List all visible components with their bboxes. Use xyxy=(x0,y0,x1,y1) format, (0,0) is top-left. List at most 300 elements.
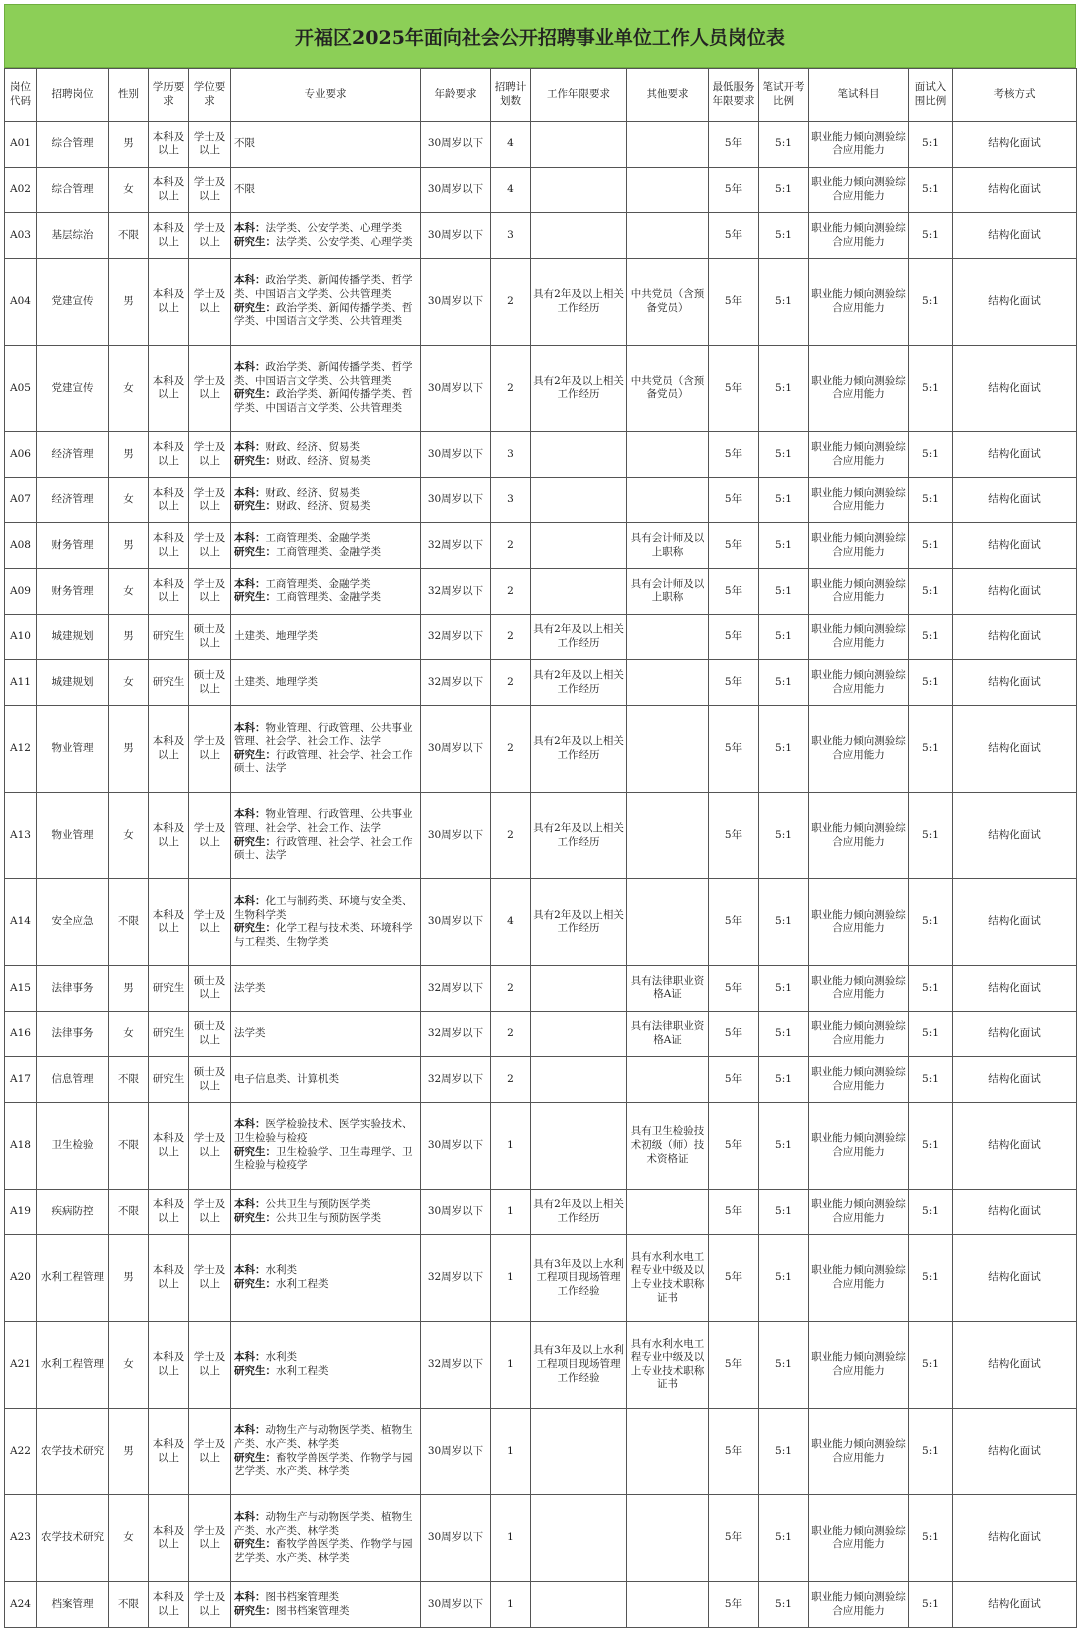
cell-major xyxy=(231,432,421,478)
major-text: 财政、经济、贸易类 xyxy=(265,486,360,499)
cell-major xyxy=(231,660,421,706)
cell-post: 水利工程管理 xyxy=(37,1321,109,1408)
cell-exam-subject: 职业能力倾向测验综合应用能力 xyxy=(809,477,909,523)
cell-interview-ratio: 5:1 xyxy=(909,879,953,966)
major-text: 卫生检验学、卫生毒理学、卫生检验与检疫学 xyxy=(234,1145,413,1172)
major-level-label: 本科： xyxy=(234,221,266,234)
major-line xyxy=(234,222,418,236)
major-line xyxy=(234,1591,418,1605)
cell-age: 30周岁以下 xyxy=(421,705,491,792)
cell-age: 32周岁以下 xyxy=(421,569,491,615)
cell-assessment: 结构化面试 xyxy=(953,705,1077,792)
cell-exam-subject: 职业能力倾向测验综合应用能力 xyxy=(809,1321,909,1408)
cell-interview-ratio: 5:1 xyxy=(909,1408,953,1495)
table-row xyxy=(5,1057,1077,1103)
cell-exam-ratio: 5:1 xyxy=(759,345,809,432)
cell-education: 本科及以上 xyxy=(149,1408,189,1495)
major-text: 动物生产与动物医学类、植物生产类、水产类、林学类 xyxy=(234,1510,413,1537)
cell-interview-ratio: 5:1 xyxy=(909,1057,953,1103)
cell-exam-subject: 职业能力倾向测验综合应用能力 xyxy=(809,1189,909,1235)
major-line xyxy=(234,1365,418,1379)
cell-post: 水利工程管理 xyxy=(37,1235,109,1322)
cell-education: 本科及以上 xyxy=(149,1189,189,1235)
cell-other xyxy=(627,879,709,966)
cell-degree: 学士及以上 xyxy=(189,167,231,213)
cell-gender: 女 xyxy=(109,1321,149,1408)
major-line xyxy=(234,922,418,949)
major-level-label: 本科： xyxy=(234,1590,266,1603)
cell-degree: 硕士及以上 xyxy=(189,1011,231,1057)
major-level-label: 本科： xyxy=(234,486,266,499)
cell-age: 30周岁以下 xyxy=(421,477,491,523)
header-count: 招聘计划数 xyxy=(491,69,531,122)
cell-other xyxy=(627,167,709,213)
cell-code: A07 xyxy=(5,477,37,523)
cell-education: 本科及以上 xyxy=(149,879,189,966)
cell-degree: 学士及以上 xyxy=(189,1582,231,1628)
cell-service-years: 5年 xyxy=(709,1102,759,1189)
cell-gender: 不限 xyxy=(109,1057,149,1103)
cell-education: 本科及以上 xyxy=(149,1321,189,1408)
cell-gender: 男 xyxy=(109,432,149,478)
cell-major xyxy=(231,213,421,259)
cell-code: A14 xyxy=(5,879,37,966)
cell-major xyxy=(231,879,421,966)
cell-code: A11 xyxy=(5,660,37,706)
header-other: 其他要求 xyxy=(627,69,709,122)
major-level-label: 本科： xyxy=(234,361,266,374)
cell-count: 4 xyxy=(491,122,531,168)
cell-other xyxy=(627,122,709,168)
major-line xyxy=(234,1264,418,1278)
cell-work-years xyxy=(531,1057,627,1103)
header-assessment: 考核方式 xyxy=(953,69,1077,122)
major-text: 政治学类、新闻传播学类、哲学类、中国语言文学类、公共管理类 xyxy=(234,388,413,415)
major-text: 土建类、地理学类 xyxy=(234,675,318,688)
major-text: 水利类 xyxy=(265,1351,297,1364)
major-level-label: 研究生： xyxy=(234,454,276,467)
cell-age: 32周岁以下 xyxy=(421,523,491,569)
cell-assessment: 结构化面试 xyxy=(953,966,1077,1012)
cell-interview-ratio: 5:1 xyxy=(909,1102,953,1189)
cell-age: 32周岁以下 xyxy=(421,1057,491,1103)
cell-education: 本科及以上 xyxy=(149,792,189,879)
cell-major xyxy=(231,966,421,1012)
cell-work-years: 具有2年及以上相关工作经历 xyxy=(531,705,627,792)
cell-code: A22 xyxy=(5,1408,37,1495)
cell-interview-ratio: 5:1 xyxy=(909,167,953,213)
cell-exam-subject: 职业能力倾向测验综合应用能力 xyxy=(809,523,909,569)
major-level-label: 研究生： xyxy=(234,591,276,604)
major-text: 工商管理类、金融学类 xyxy=(265,532,371,545)
cell-service-years: 5年 xyxy=(709,1189,759,1235)
cell-gender: 女 xyxy=(109,1011,149,1057)
cell-other xyxy=(627,792,709,879)
cell-exam-ratio: 5:1 xyxy=(759,966,809,1012)
cell-gender: 不限 xyxy=(109,213,149,259)
major-line xyxy=(234,236,418,250)
cell-gender: 女 xyxy=(109,167,149,213)
major-level-label: 本科： xyxy=(234,274,266,287)
major-text: 公共卫生与预防医学类 xyxy=(276,1211,381,1224)
cell-degree: 学士及以上 xyxy=(189,1321,231,1408)
cell-age: 32周岁以下 xyxy=(421,1235,491,1322)
cell-degree: 学士及以上 xyxy=(189,258,231,345)
cell-age: 32周岁以下 xyxy=(421,1321,491,1408)
cell-code: A23 xyxy=(5,1495,37,1582)
cell-major xyxy=(231,122,421,168)
cell-interview-ratio: 5:1 xyxy=(909,122,953,168)
cell-service-years: 5年 xyxy=(709,345,759,432)
cell-code: A12 xyxy=(5,705,37,792)
cell-education: 本科及以上 xyxy=(149,1582,189,1628)
cell-post: 基层综治 xyxy=(37,213,109,259)
cell-count: 1 xyxy=(491,1495,531,1582)
header-code: 岗位代码 xyxy=(5,69,37,122)
cell-other: 具有会计师及以上职称 xyxy=(627,523,709,569)
cell-education: 本科及以上 xyxy=(149,1102,189,1189)
cell-major xyxy=(231,614,421,660)
cell-degree: 学士及以上 xyxy=(189,345,231,432)
cell-degree: 学士及以上 xyxy=(189,432,231,478)
cell-work-years: 具有2年及以上相关工作经历 xyxy=(531,1189,627,1235)
cell-count: 1 xyxy=(491,1235,531,1322)
cell-other: 具有卫生检验技术初级（师）技术资格证 xyxy=(627,1102,709,1189)
cell-other: 具有会计师及以上职称 xyxy=(627,569,709,615)
major-text: 图书档案管理类 xyxy=(265,1590,339,1603)
table-row xyxy=(5,1102,1077,1189)
cell-work-years: 具有2年及以上相关工作经历 xyxy=(531,614,627,660)
cell-exam-ratio: 5:1 xyxy=(759,1582,809,1628)
cell-degree: 学士及以上 xyxy=(189,1102,231,1189)
table-row xyxy=(5,122,1077,168)
major-line xyxy=(234,578,418,592)
major-text: 工商管理类、金融学类 xyxy=(265,577,371,590)
cell-gender: 不限 xyxy=(109,1582,149,1628)
cell-service-years: 5年 xyxy=(709,523,759,569)
cell-exam-ratio: 5:1 xyxy=(759,792,809,879)
cell-assessment: 结构化面试 xyxy=(953,523,1077,569)
cell-exam-subject: 职业能力倾向测验综合应用能力 xyxy=(809,569,909,615)
major-level-label: 研究生： xyxy=(234,1538,276,1551)
cell-service-years: 5年 xyxy=(709,1235,759,1322)
cell-work-years: 具有2年及以上相关工作经历 xyxy=(531,660,627,706)
header-work-years: 工作年限要求 xyxy=(531,69,627,122)
cell-exam-subject: 职业能力倾向测验综合应用能力 xyxy=(809,966,909,1012)
major-text: 物业管理、行政管理、公共事业管理、社会学、社会工作、法学 xyxy=(234,808,413,834)
cell-exam-ratio: 5:1 xyxy=(759,1102,809,1189)
major-level-label: 本科： xyxy=(234,1510,266,1523)
table-row xyxy=(5,1408,1077,1495)
cell-gender: 不限 xyxy=(109,879,149,966)
cell-interview-ratio: 5:1 xyxy=(909,345,953,432)
cell-assessment: 结构化面试 xyxy=(953,614,1077,660)
cell-post: 综合管理 xyxy=(37,122,109,168)
major-text: 不限 xyxy=(234,137,255,150)
major-level-label: 本科： xyxy=(234,440,266,453)
major-level-label: 研究生： xyxy=(234,235,276,248)
major-level-label: 本科： xyxy=(234,1198,266,1211)
cell-interview-ratio: 5:1 xyxy=(909,1189,953,1235)
major-line xyxy=(234,630,418,644)
cell-age: 30周岁以下 xyxy=(421,792,491,879)
cell-degree: 学士及以上 xyxy=(189,879,231,966)
cell-work-years xyxy=(531,167,627,213)
cell-service-years: 5年 xyxy=(709,1408,759,1495)
cell-count: 4 xyxy=(491,879,531,966)
cell-exam-subject: 职业能力倾向测验综合应用能力 xyxy=(809,1582,909,1628)
cell-education: 本科及以上 xyxy=(149,569,189,615)
cell-service-years: 5年 xyxy=(709,477,759,523)
cell-major xyxy=(231,1582,421,1628)
cell-exam-ratio: 5:1 xyxy=(759,1495,809,1582)
major-level-label: 本科： xyxy=(234,577,266,590)
cell-education: 研究生 xyxy=(149,1057,189,1103)
major-text: 畜牧学兽医学类、作物学与园艺学类、水产类、林学类 xyxy=(234,1538,413,1564)
table-row xyxy=(5,258,1077,345)
major-level-label: 本科： xyxy=(234,894,266,907)
cell-work-years: 具有3年及以上水利工程项目现场管理工作经验 xyxy=(531,1321,627,1408)
cell-exam-ratio: 5:1 xyxy=(759,1321,809,1408)
cell-interview-ratio: 5:1 xyxy=(909,432,953,478)
major-text: 行政管理、社会学、社会工作硕士、法学 xyxy=(234,748,413,775)
cell-work-years xyxy=(531,1408,627,1495)
cell-major xyxy=(231,345,421,432)
cell-interview-ratio: 5:1 xyxy=(909,477,953,523)
major-text: 化学工程与技术类、环境科学与工程类、生物学类 xyxy=(234,922,413,948)
cell-count: 3 xyxy=(491,432,531,478)
major-level-label: 本科： xyxy=(234,721,266,734)
cell-degree: 学士及以上 xyxy=(189,1495,231,1582)
cell-age: 30周岁以下 xyxy=(421,213,491,259)
cell-post: 经济管理 xyxy=(37,432,109,478)
cell-major xyxy=(231,1011,421,1057)
table-row xyxy=(5,569,1077,615)
major-text: 动物生产与动物医学类、植物生产类、水产类、林学类 xyxy=(234,1424,413,1450)
cell-assessment: 结构化面试 xyxy=(953,477,1077,523)
cell-assessment: 结构化面试 xyxy=(953,1057,1077,1103)
cell-service-years: 5年 xyxy=(709,167,759,213)
cell-service-years: 5年 xyxy=(709,879,759,966)
cell-work-years xyxy=(531,213,627,259)
cell-count: 4 xyxy=(491,167,531,213)
major-text: 财政、经济、贸易类 xyxy=(276,500,371,513)
cell-work-years xyxy=(531,1582,627,1628)
cell-code: A03 xyxy=(5,213,37,259)
cell-other xyxy=(627,432,709,478)
cell-work-years xyxy=(531,569,627,615)
cell-exam-subject: 职业能力倾向测验综合应用能力 xyxy=(809,1057,909,1103)
cell-age: 30周岁以下 xyxy=(421,1102,491,1189)
cell-assessment: 结构化面试 xyxy=(953,213,1077,259)
header-major: 专业要求 xyxy=(231,69,421,122)
cell-work-years: 具有2年及以上相关工作经历 xyxy=(531,879,627,966)
cell-age: 30周岁以下 xyxy=(421,432,491,478)
cell-gender: 男 xyxy=(109,1235,149,1322)
cell-post: 财务管理 xyxy=(37,569,109,615)
header-degree: 学位要求 xyxy=(189,69,231,122)
table-body xyxy=(5,122,1077,1628)
table-row xyxy=(5,879,1077,966)
major-level-label: 本科： xyxy=(234,1118,266,1131)
cell-education: 本科及以上 xyxy=(149,258,189,345)
cell-service-years: 5年 xyxy=(709,1495,759,1582)
cell-assessment: 结构化面试 xyxy=(953,1102,1077,1189)
cell-exam-ratio: 5:1 xyxy=(759,213,809,259)
cell-count: 1 xyxy=(491,1102,531,1189)
cell-exam-subject: 职业能力倾向测验综合应用能力 xyxy=(809,614,909,660)
cell-major xyxy=(231,792,421,879)
cell-degree: 学士及以上 xyxy=(189,122,231,168)
cell-count: 1 xyxy=(491,1408,531,1495)
cell-age: 30周岁以下 xyxy=(421,122,491,168)
cell-service-years: 5年 xyxy=(709,705,759,792)
cell-interview-ratio: 5:1 xyxy=(909,523,953,569)
cell-exam-ratio: 5:1 xyxy=(759,477,809,523)
cell-exam-ratio: 5:1 xyxy=(759,1057,809,1103)
cell-interview-ratio: 5:1 xyxy=(909,1011,953,1057)
major-text: 行政管理、社会学、社会工作硕士、法学 xyxy=(234,835,413,862)
cell-other xyxy=(627,1408,709,1495)
major-line xyxy=(234,183,418,197)
cell-age: 32周岁以下 xyxy=(421,1011,491,1057)
cell-major xyxy=(231,477,421,523)
major-text: 工商管理类、金融学类 xyxy=(276,591,381,604)
header-age: 年龄要求 xyxy=(421,69,491,122)
major-text: 图书档案管理类 xyxy=(276,1604,350,1617)
cell-service-years: 5年 xyxy=(709,614,759,660)
cell-exam-subject: 职业能力倾向测验综合应用能力 xyxy=(809,258,909,345)
cell-exam-subject: 职业能力倾向测验综合应用能力 xyxy=(809,1235,909,1322)
major-level-label: 研究生： xyxy=(234,500,276,513)
cell-other xyxy=(627,1057,709,1103)
cell-count: 2 xyxy=(491,614,531,660)
cell-exam-subject: 职业能力倾向测验综合应用能力 xyxy=(809,660,909,706)
document-title: 开福区2025年面向社会公开招聘事业单位工作人员岗位表 xyxy=(4,4,1076,68)
cell-other xyxy=(627,1582,709,1628)
cell-post: 党建宣传 xyxy=(37,345,109,432)
table-row xyxy=(5,523,1077,569)
cell-count: 3 xyxy=(491,213,531,259)
major-level-label: 研究生： xyxy=(234,1364,276,1377)
major-line xyxy=(234,1198,418,1212)
cell-education: 本科及以上 xyxy=(149,432,189,478)
cell-exam-ratio: 5:1 xyxy=(759,1011,809,1057)
header-exam-ratio: 笔试开考比例 xyxy=(759,69,809,122)
cell-work-years xyxy=(531,432,627,478)
cell-code: A05 xyxy=(5,345,37,432)
cell-assessment: 结构化面试 xyxy=(953,660,1077,706)
cell-exam-ratio: 5:1 xyxy=(759,879,809,966)
header-exam-subject: 笔试科目 xyxy=(809,69,909,122)
cell-count: 2 xyxy=(491,792,531,879)
cell-exam-ratio: 5:1 xyxy=(759,523,809,569)
cell-age: 30周岁以下 xyxy=(421,1582,491,1628)
table-row xyxy=(5,477,1077,523)
cell-service-years: 5年 xyxy=(709,1057,759,1103)
major-line xyxy=(234,1605,418,1619)
major-line xyxy=(234,500,418,514)
cell-exam-ratio: 5:1 xyxy=(759,122,809,168)
cell-count: 1 xyxy=(491,1321,531,1408)
major-text: 土建类、地理学类 xyxy=(234,630,318,643)
cell-post: 法律事务 xyxy=(37,966,109,1012)
cell-degree: 硕士及以上 xyxy=(189,966,231,1012)
cell-education: 本科及以上 xyxy=(149,1495,189,1582)
cell-education: 研究生 xyxy=(149,660,189,706)
cell-degree: 硕士及以上 xyxy=(189,660,231,706)
cell-code: A06 xyxy=(5,432,37,478)
cell-major xyxy=(231,1321,421,1408)
cell-other xyxy=(627,1189,709,1235)
cell-service-years: 5年 xyxy=(709,122,759,168)
cell-other xyxy=(627,705,709,792)
cell-count: 2 xyxy=(491,1011,531,1057)
cell-exam-subject: 职业能力倾向测验综合应用能力 xyxy=(809,879,909,966)
cell-service-years: 5年 xyxy=(709,1011,759,1057)
cell-gender: 不限 xyxy=(109,1189,149,1235)
major-text: 医学检验技术、医学实验技术、卫生检验与检疫 xyxy=(234,1118,413,1145)
cell-code: A20 xyxy=(5,1235,37,1322)
cell-exam-subject: 职业能力倾向测验综合应用能力 xyxy=(809,167,909,213)
major-text: 电子信息类、计算机类 xyxy=(234,1072,339,1085)
major-line xyxy=(234,274,418,301)
cell-interview-ratio: 5:1 xyxy=(909,258,953,345)
cell-work-years xyxy=(531,122,627,168)
cell-interview-ratio: 5:1 xyxy=(909,213,953,259)
cell-code: A01 xyxy=(5,122,37,168)
cell-assessment: 结构化面试 xyxy=(953,1235,1077,1322)
major-line xyxy=(234,532,418,546)
header-service-years: 最低服务年限要求 xyxy=(709,69,759,122)
cell-count: 2 xyxy=(491,569,531,615)
cell-count: 2 xyxy=(491,660,531,706)
major-level-label: 研究生： xyxy=(234,748,276,761)
cell-gender: 女 xyxy=(109,569,149,615)
cell-other: 具有法律职业资格A证 xyxy=(627,966,709,1012)
cell-exam-subject: 职业能力倾向测验综合应用能力 xyxy=(809,122,909,168)
cell-count: 1 xyxy=(491,1189,531,1235)
cell-other xyxy=(627,614,709,660)
cell-age: 30周岁以下 xyxy=(421,258,491,345)
cell-exam-ratio: 5:1 xyxy=(759,167,809,213)
cell-interview-ratio: 5:1 xyxy=(909,792,953,879)
cell-assessment: 结构化面试 xyxy=(953,1011,1077,1057)
cell-major xyxy=(231,569,421,615)
major-line xyxy=(234,455,418,469)
cell-assessment: 结构化面试 xyxy=(953,792,1077,879)
cell-gender: 男 xyxy=(109,705,149,792)
table-row xyxy=(5,792,1077,879)
cell-exam-subject: 职业能力倾向测验综合应用能力 xyxy=(809,1102,909,1189)
major-line xyxy=(234,1424,418,1451)
cell-assessment: 结构化面试 xyxy=(953,1321,1077,1408)
cell-exam-ratio: 5:1 xyxy=(759,432,809,478)
major-line xyxy=(234,836,418,863)
cell-service-years: 5年 xyxy=(709,966,759,1012)
table-row xyxy=(5,167,1077,213)
cell-interview-ratio: 5:1 xyxy=(909,569,953,615)
cell-post: 党建宣传 xyxy=(37,258,109,345)
major-level-label: 研究生： xyxy=(234,922,276,935)
cell-code: A02 xyxy=(5,167,37,213)
cell-age: 30周岁以下 xyxy=(421,1189,491,1235)
major-level-label: 研究生： xyxy=(234,1604,276,1617)
cell-education: 本科及以上 xyxy=(149,213,189,259)
cell-post: 卫生检验 xyxy=(37,1102,109,1189)
cell-work-years xyxy=(531,523,627,569)
cell-exam-subject: 职业能力倾向测验综合应用能力 xyxy=(809,1408,909,1495)
